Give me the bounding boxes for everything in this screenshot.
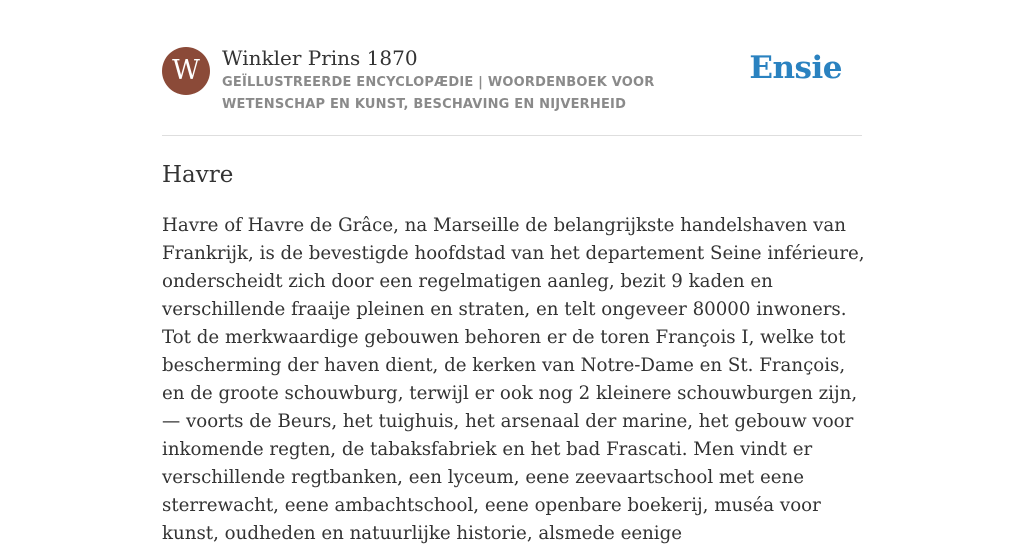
source-title[interactable]: Winkler Prins 1870 (222, 46, 418, 70)
entry-body: Havre of Havre de Grâce, na Marseille de belangrijkste handelshaven van Frankrijk, is de bevestigde hoofdstad van het departement Seine inférieure, onderscheidt zich door een regelmatigen aanleg, bezit 9 kaden en verschillende fraaije pleinen en straten, en telt ongeveer 80000 inwoners. Tot de merkwaardige gebouwen behoren er de toren François I, welke tot bescherming der haven dient, de kerken van Notre-Dame en St. François, en de groote schouwburg, terwijl er ook nog 2 kleinere schouwburgen zijn, — voorts de Beurs, het tuighuis, het arsenaal der marine, het gebouw voor inkomende regten, de tabaksfabriek en het bad Frascati. Men vindt er verschillende regtbanken, een lyceum, eene zeevaartschool met eene sterrewacht, eene ambachtschool, eene openbare boekerij, muséa voor kunst, oudheden en natuurlijke historie, alsmede eenige (162, 215, 865, 544)
source-avatar[interactable]: W (162, 47, 210, 95)
entry-title: Havre (162, 162, 234, 188)
header-divider (162, 135, 862, 136)
source-subtitle: GEÏLLUSTREERDE ENCYCLOPÆDIE | WOORDENBOEK VOOR WETENSCHAP EN KUNST, BESCHAVING EN NIJVERHEID (222, 75, 655, 112)
brand-logo[interactable]: Ensie (749, 50, 842, 86)
